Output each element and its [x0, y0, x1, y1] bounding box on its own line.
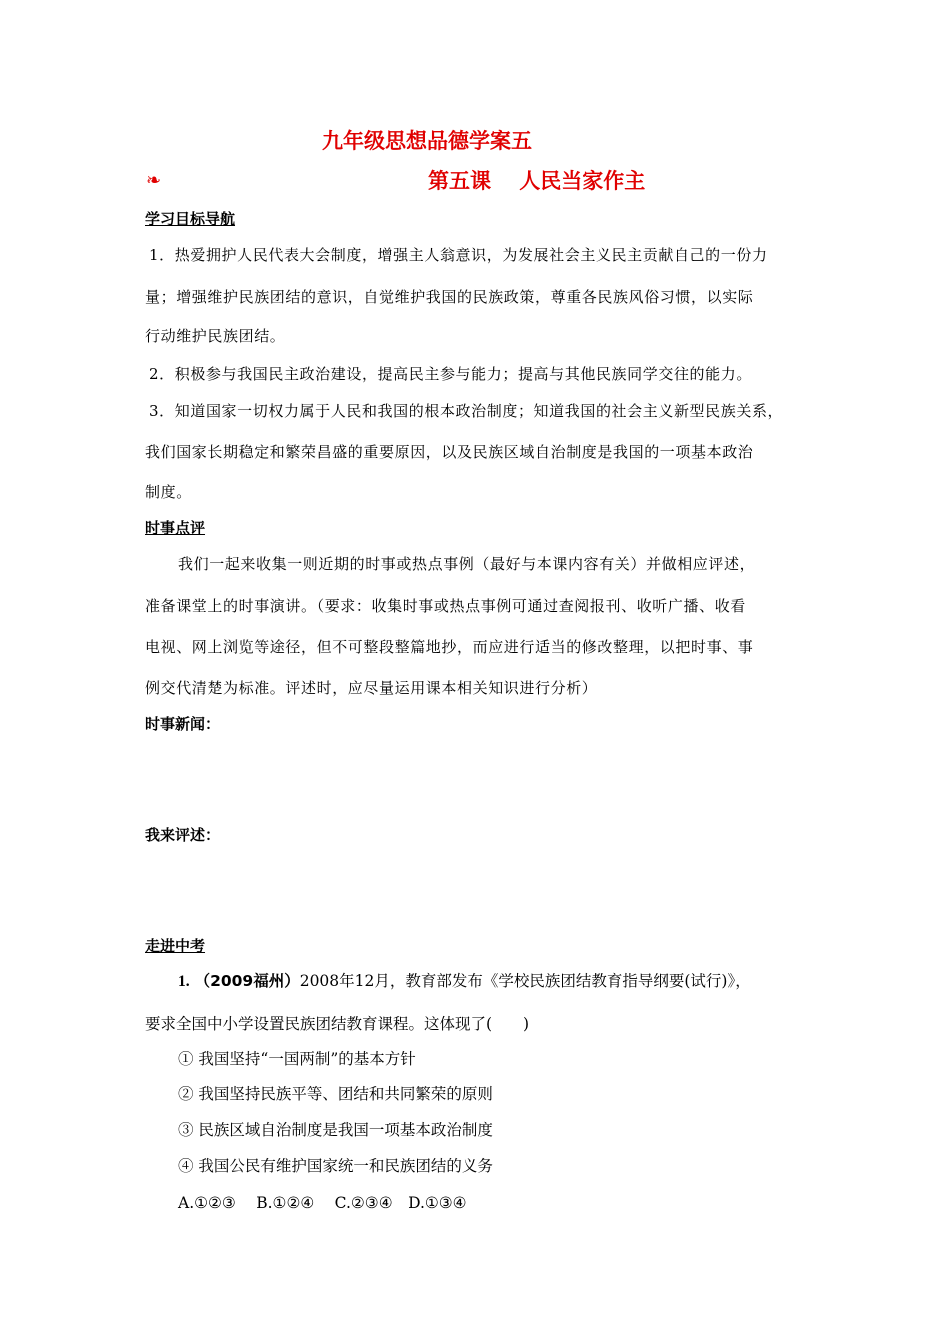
- question-item: ① 我国坚持“一国两制”的基本方针: [178, 1050, 416, 1068]
- question-number: 1.: [178, 973, 190, 990]
- question-item: ④ 我国公民有维护国家统一和民族团结的义务: [178, 1157, 493, 1175]
- review-heading: 时事点评: [145, 519, 206, 537]
- question-item: ② 我国坚持民族平等、团结和共同繁荣的原则: [178, 1085, 493, 1103]
- goals-line: 我们国家长期稳定和繁荣昌盛的重要原因，以及民族区域自治制度是我国的一项基本政治: [145, 443, 754, 461]
- question-item: ③ 民族区域自治制度是我国一项基本政治制度: [178, 1121, 493, 1139]
- review-line: 准备课堂上的时事演讲。（要求：收集时事或热点事例可通过查阅报刊、收听广播、收看: [145, 597, 746, 615]
- goals-line: 行动维护民族团结。: [145, 327, 286, 345]
- goals-heading: 学习目标导航: [145, 210, 236, 228]
- goals-line: 3．知道国家一切权力属于人民和我国的根本政治制度；知道我国的社会主义新型民族关系，: [149, 402, 784, 420]
- goals-line: 2．积极参与我国民主政治建设，提高民主参与能力；提高与其他民族同学交往的能力。: [149, 365, 752, 383]
- news-label: 时事新闻：: [145, 715, 221, 733]
- goals-line: 制度。: [145, 483, 192, 501]
- answer-options: A.①②③ B.①②④ C.②③④ D.①③④: [178, 1194, 467, 1212]
- lesson-title: 第五课 人民当家作主: [428, 169, 646, 193]
- document-title: 九年级思想品德学案五: [322, 129, 532, 153]
- exam-heading: 走进中考: [145, 937, 206, 955]
- question-stem-text: 2008年12月，教育部发布《学校民族团结教育指导纲要(试行)》，: [299, 972, 751, 990]
- question-source: （2009福州）: [194, 972, 300, 990]
- ornament-icon: ❧: [146, 170, 162, 191]
- goals-line: 量；增强维护民族团结的意识，自觉维护我国的民族政策，尊重各民族风俗习惯，以实际: [145, 288, 754, 306]
- question-stem: [178, 969, 751, 991]
- review-line: 例交代清楚为标准。评述时，应尽量运用课本相关知识进行分析）: [145, 679, 598, 697]
- review-line: 我们一起来收集一则近期的时事或热点事例（最好与本课内容有关）并做相应评述，: [178, 555, 756, 573]
- review-line: 电视、网上浏览等途径，但不可整段整篇地抄，而应进行适当的修改整理，以把时事、事: [145, 638, 754, 656]
- goals-line: 1．热爱拥护人民代表大会制度，增强主人翁意识，为发展社会主义民主贡献自己的一份力: [149, 246, 768, 264]
- question-stem-continued: 要求全国中小学设置民族团结教育课程。这体现了( ): [145, 1015, 530, 1033]
- comment-label: 我来评述：: [145, 826, 221, 844]
